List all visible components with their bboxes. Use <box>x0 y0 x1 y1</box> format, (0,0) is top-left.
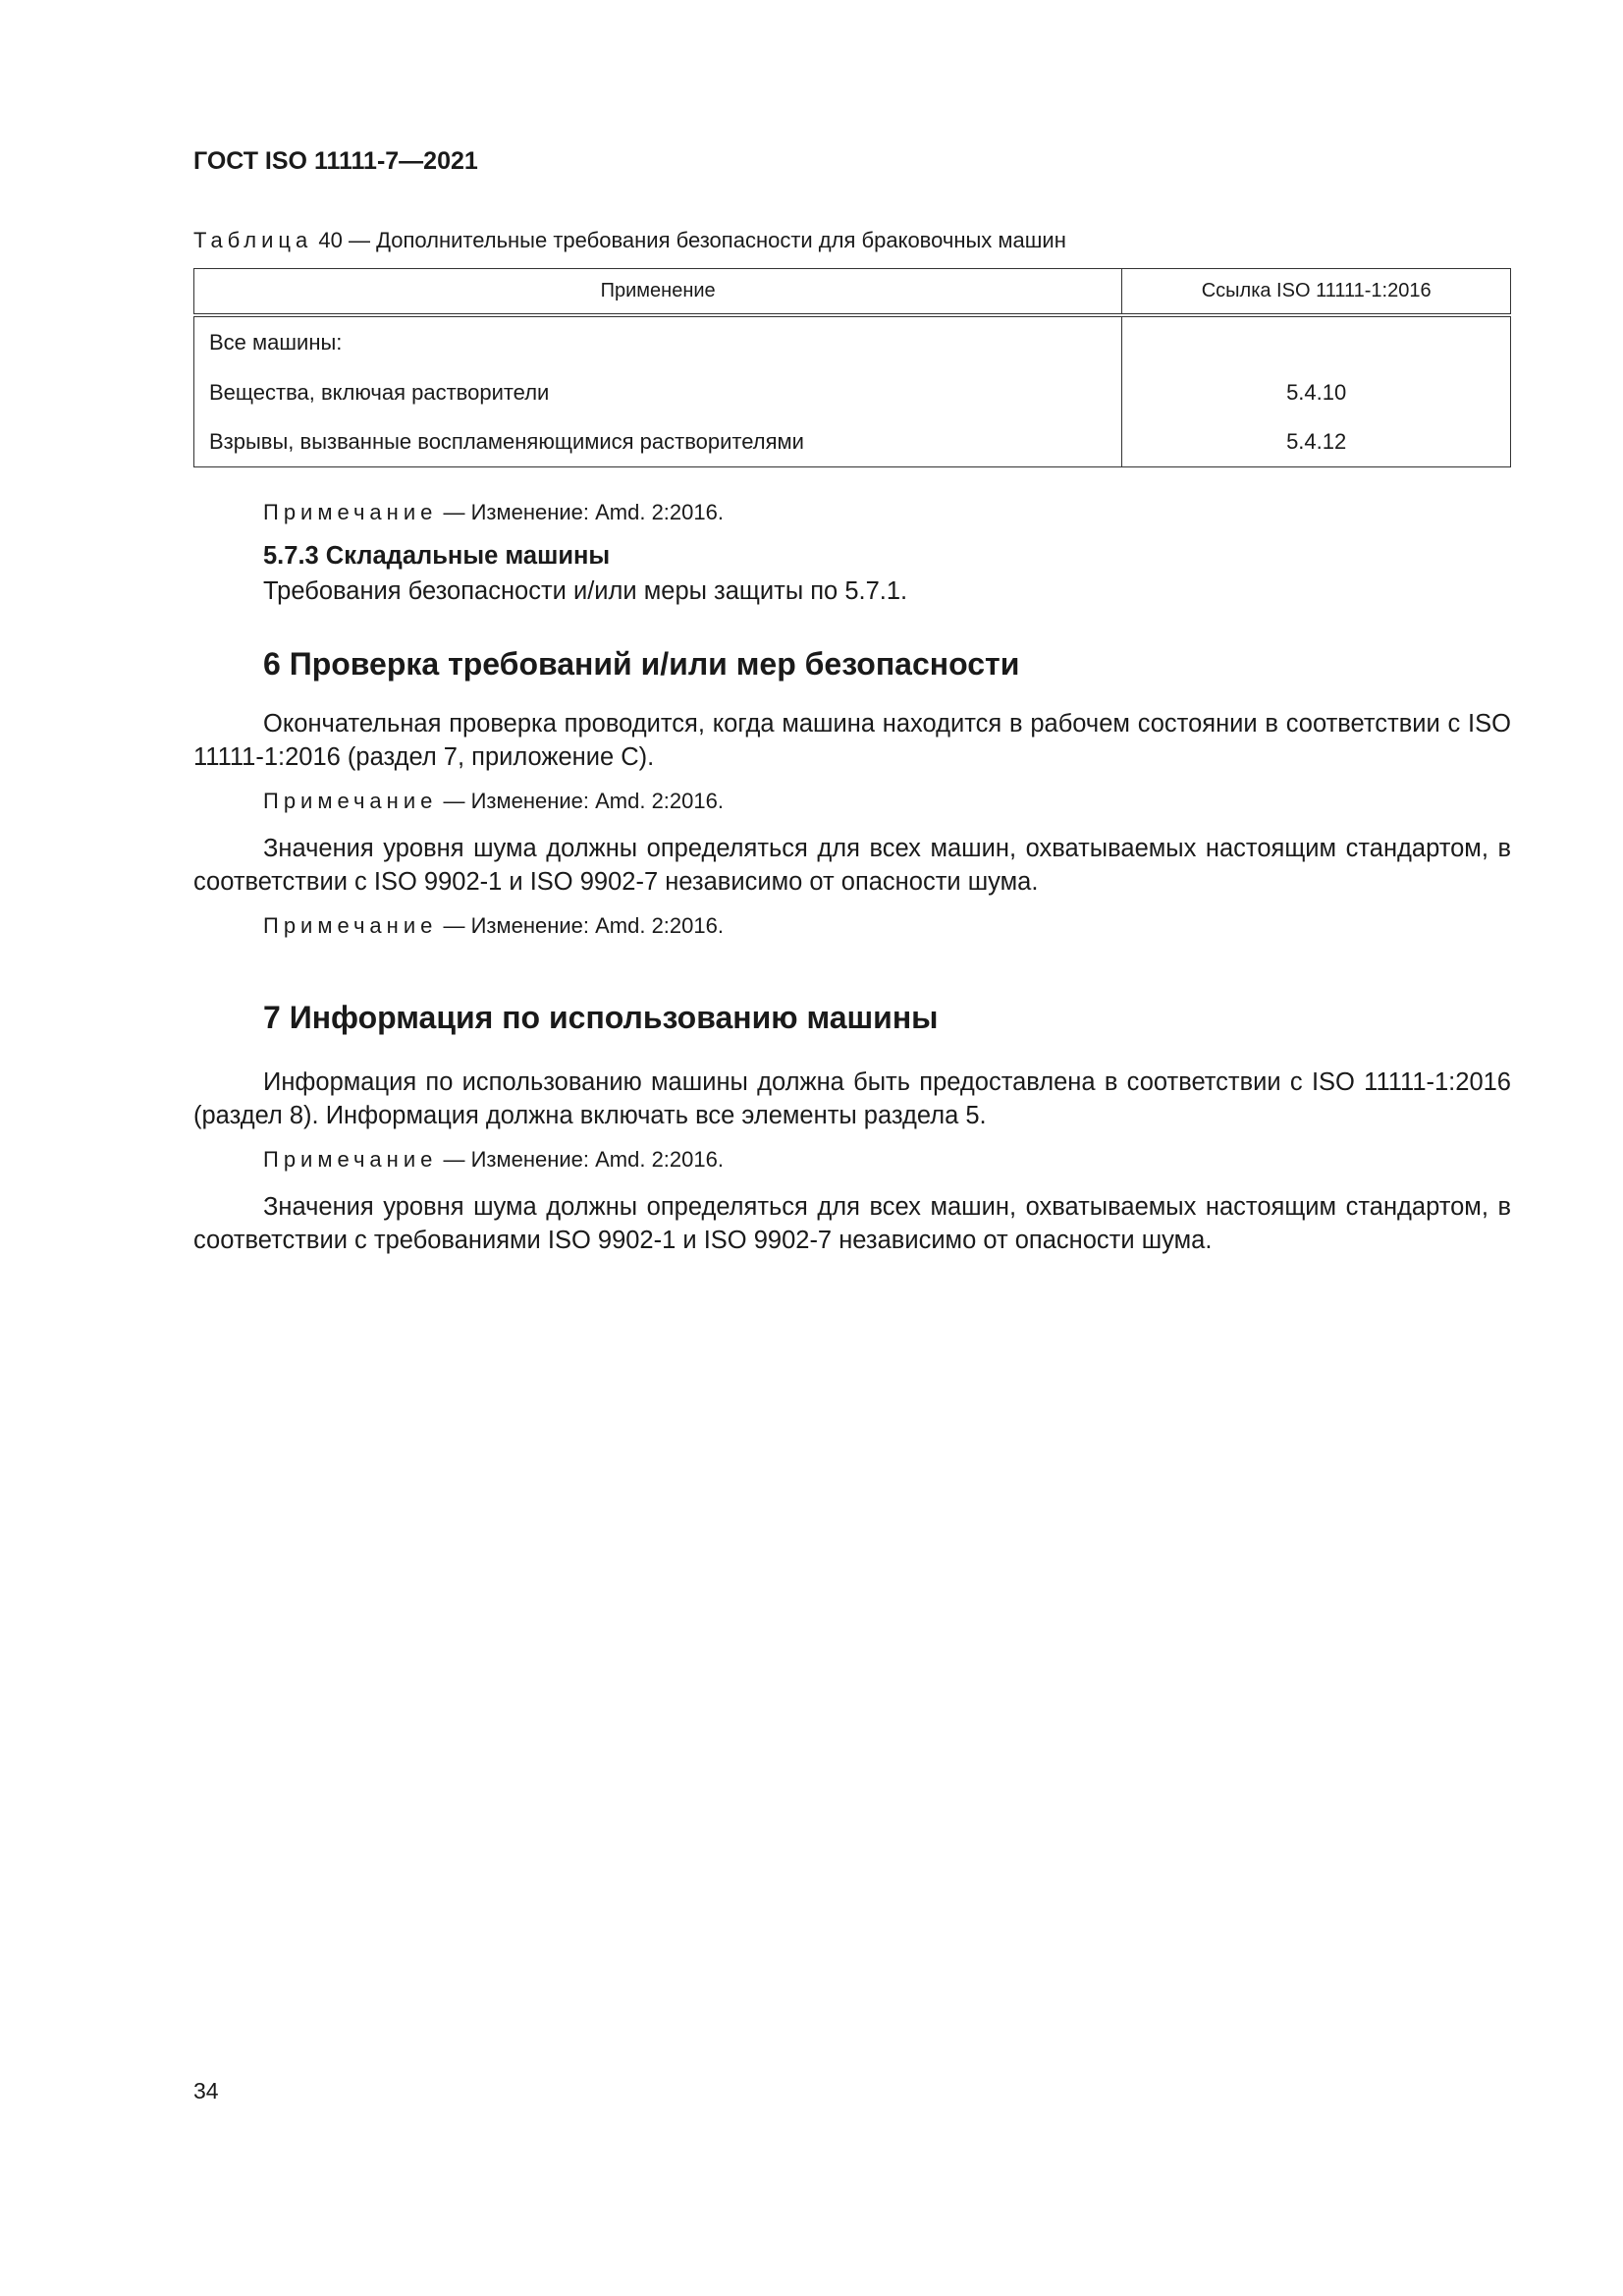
note-text: — Изменение: Amd. 2:2016. <box>437 500 724 524</box>
note-text: — Изменение: Amd. 2:2016. <box>437 1147 724 1172</box>
table-row <box>194 315 1511 368</box>
note-text: — Изменение: Amd. 2:2016. <box>437 913 724 938</box>
table-cell-application: Вещества, включая растворители <box>194 368 1122 417</box>
page-number: 34 <box>193 2078 219 2104</box>
note-section6-1 <box>263 789 724 814</box>
table-caption-word: Таблица <box>193 228 313 252</box>
section-title-7: 7 Информация по использованию машины <box>263 1000 939 1035</box>
document-code-header: ГОСТ ISO 11111-7—2021 <box>193 147 478 175</box>
table-cell-reference <box>1122 315 1511 368</box>
note-label: Примечание <box>263 500 438 524</box>
table-cell-application: Взрывы, вызванные воспламеняющимися растворителями <box>194 417 1122 467</box>
note-section7 <box>263 1147 724 1173</box>
note-section6-2 <box>263 913 724 939</box>
table-header-row <box>194 269 1511 316</box>
section6-paragraph-2: Значения уровня шума должны определяться для всех машин, охватываемых настоящим стандартом, в соответствии с ISO 9902-1 и ISO 9902-7 независимо от опасности шума. <box>193 835 1511 896</box>
section-title-6: 6 Проверка требований и/или мер безопасности <box>263 646 1020 682</box>
table-cell-application: Все машины: <box>194 315 1122 368</box>
section7-paragraph-2: Значения уровня шума должны определяться для всех машин, охватываемых настоящим стандартом, в соответствии с требованиями ISO 9902-1 и ISO 9902-7 независимо от опасности шума. <box>193 1193 1511 1254</box>
safety-requirements-table <box>193 268 1511 467</box>
table-cell-reference: 5.4.12 <box>1122 417 1511 467</box>
column-header-application: Применение <box>194 269 1122 316</box>
note-label: Примечание <box>263 1147 438 1172</box>
subsection-title-573: 5.7.3 Складальные машины <box>263 542 611 570</box>
note-table40 <box>263 500 724 525</box>
table-caption <box>193 228 1066 253</box>
table-row <box>194 368 1511 417</box>
subsection-text-573: Требования безопасности и/или меры защиты по 5.7.1. <box>263 577 908 605</box>
section6-paragraph-1: Окончательная проверка проводится, когда машина находится в рабочем состоянии в соответствии с ISO 11111-1:2016 (раздел 7, приложение С). <box>193 710 1511 771</box>
table-caption-text: 40 — Дополнительные требования безопасности для браковочных машин <box>312 228 1066 252</box>
note-text: — Изменение: Amd. 2:2016. <box>437 789 724 813</box>
section7-paragraph-1: Информация по использованию машины должна быть предоставлена в соответствии с ISO 11111-1:2016 (раздел 8). Информация должна включать все элементы раздела 5. <box>193 1068 1511 1129</box>
table-cell-reference: 5.4.10 <box>1122 368 1511 417</box>
note-label: Примечание <box>263 789 438 813</box>
table-row <box>194 417 1511 467</box>
note-label: Примечание <box>263 913 438 938</box>
column-header-reference: Ссылка ISO 11111-1:2016 <box>1122 269 1511 316</box>
